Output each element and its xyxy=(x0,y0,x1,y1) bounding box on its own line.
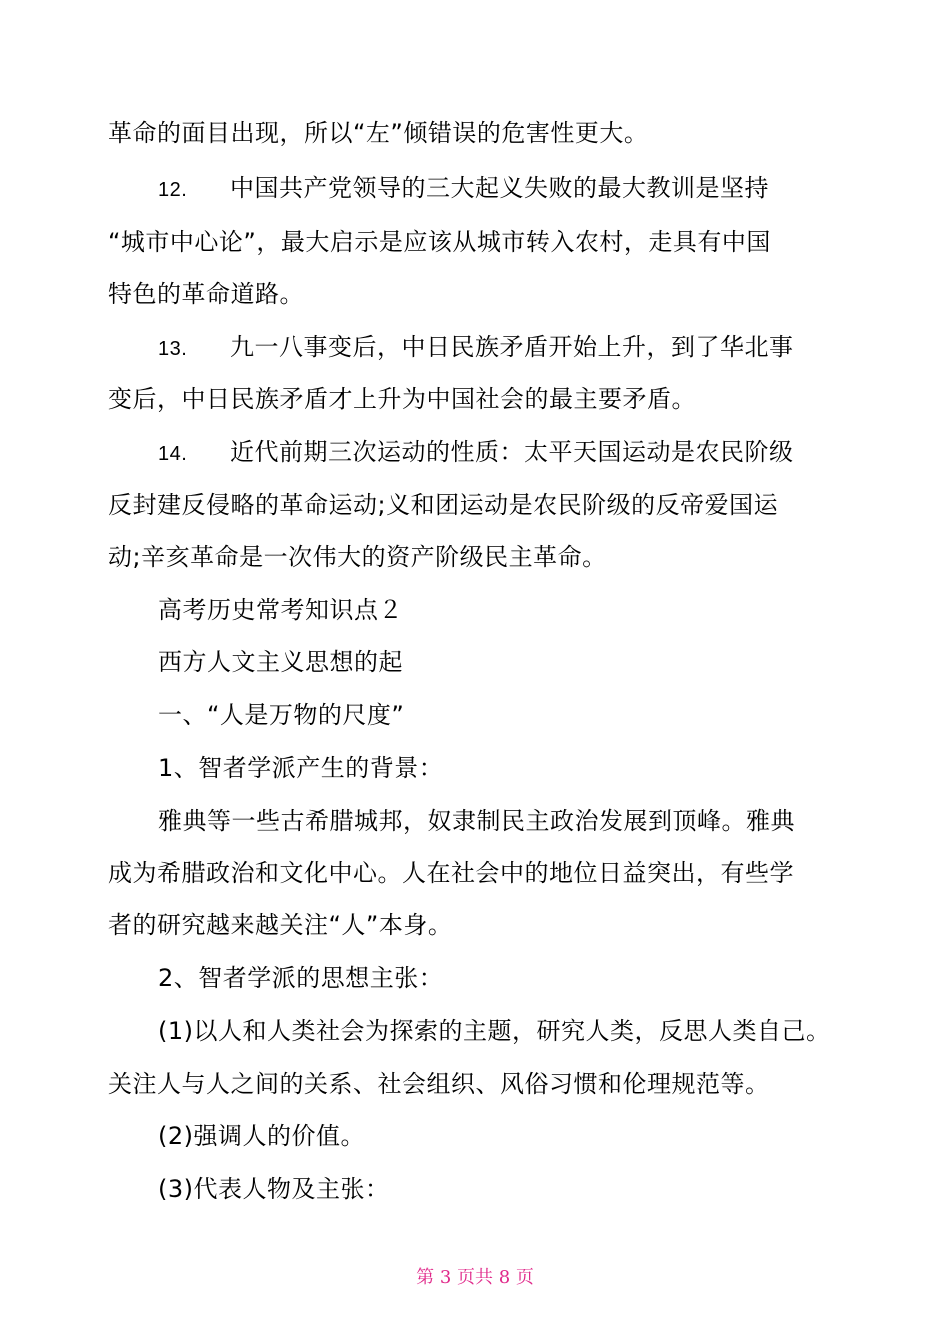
body-line xyxy=(108,490,778,520)
body-line xyxy=(158,1016,831,1046)
body-line xyxy=(158,1121,365,1151)
line-text: 成为希腊政治和文化中心。人在社会中的地位日益突出，有些学 xyxy=(108,859,794,887)
line-text: (3)代表人物及主张： xyxy=(158,1175,390,1203)
line-text: 者的研究越来越关注“人”本身。 xyxy=(108,911,453,939)
line-text: 一、“人是万物的尺度” xyxy=(158,701,405,729)
body-line xyxy=(108,279,304,309)
line-text: 变后，中日民族矛盾才上升为中国社会的最主要矛盾。 xyxy=(108,385,696,413)
line-text: 特色的革命道路。 xyxy=(108,280,304,308)
line-text: 中国共产党领导的三大起义失败的最大教训是坚持 xyxy=(230,174,769,202)
line-text: 革命的面目出现，所以“左”倾错误的危害性更大。 xyxy=(108,119,649,147)
numbered-item-12 xyxy=(158,173,769,205)
line-text: 动;辛亥革命是一次伟大的资产阶级民主革命。 xyxy=(108,543,607,571)
line-text: 九一八事变后，中日民族矛盾开始上升，到了华北事 xyxy=(230,333,794,361)
page-footer: 第 3 页共 8 页 xyxy=(416,1267,534,1288)
body-line xyxy=(108,542,607,572)
body-line xyxy=(108,1069,770,1099)
numbered-item-14 xyxy=(158,437,794,469)
item-number: 14. xyxy=(158,443,188,465)
section-subtitle xyxy=(158,647,403,677)
line-text: “城市中心论”，最大启示是应该从城市转入农村，走具有中国 xyxy=(108,228,771,256)
body-line xyxy=(108,227,771,257)
line-text: 1、智者学派产生的背景： xyxy=(158,754,444,782)
numbered-item-13 xyxy=(158,332,794,364)
body-line xyxy=(158,1174,390,1204)
point-heading xyxy=(158,963,443,993)
line-text: 雅典等一些古希腊城邦，奴隶制民主政治发展到顶峰。雅典 xyxy=(158,807,795,835)
body-line xyxy=(108,384,696,414)
line-text: 关注人与人之间的关系、社会组织、风俗习惯和伦理规范等。 xyxy=(108,1070,770,1098)
point-heading xyxy=(158,753,443,783)
item-number: 12. xyxy=(158,179,188,201)
line-text: 西方人文主义思想的起 xyxy=(158,648,403,676)
part-heading xyxy=(158,700,404,730)
line-text: (1)以人和人类社会为探索的主题，研究人类，反思人类自己。 xyxy=(158,1017,831,1045)
body-line xyxy=(108,118,648,148)
section-heading xyxy=(158,595,403,625)
body-line xyxy=(158,806,795,836)
line-text: (2)强调人的价值。 xyxy=(158,1122,365,1150)
line-text: 反封建反侵略的革命运动;义和团运动是农民阶级的反帝爱国运 xyxy=(108,491,779,519)
item-number: 13. xyxy=(158,338,188,360)
line-text: 高考历史常考知识点２ xyxy=(158,596,403,624)
line-text: 2、智者学派的思想主张： xyxy=(158,964,444,992)
line-text: 近代前期三次运动的性质：太平天国运动是农民阶级 xyxy=(230,438,794,466)
body-line xyxy=(108,910,452,940)
body-line xyxy=(108,858,794,888)
